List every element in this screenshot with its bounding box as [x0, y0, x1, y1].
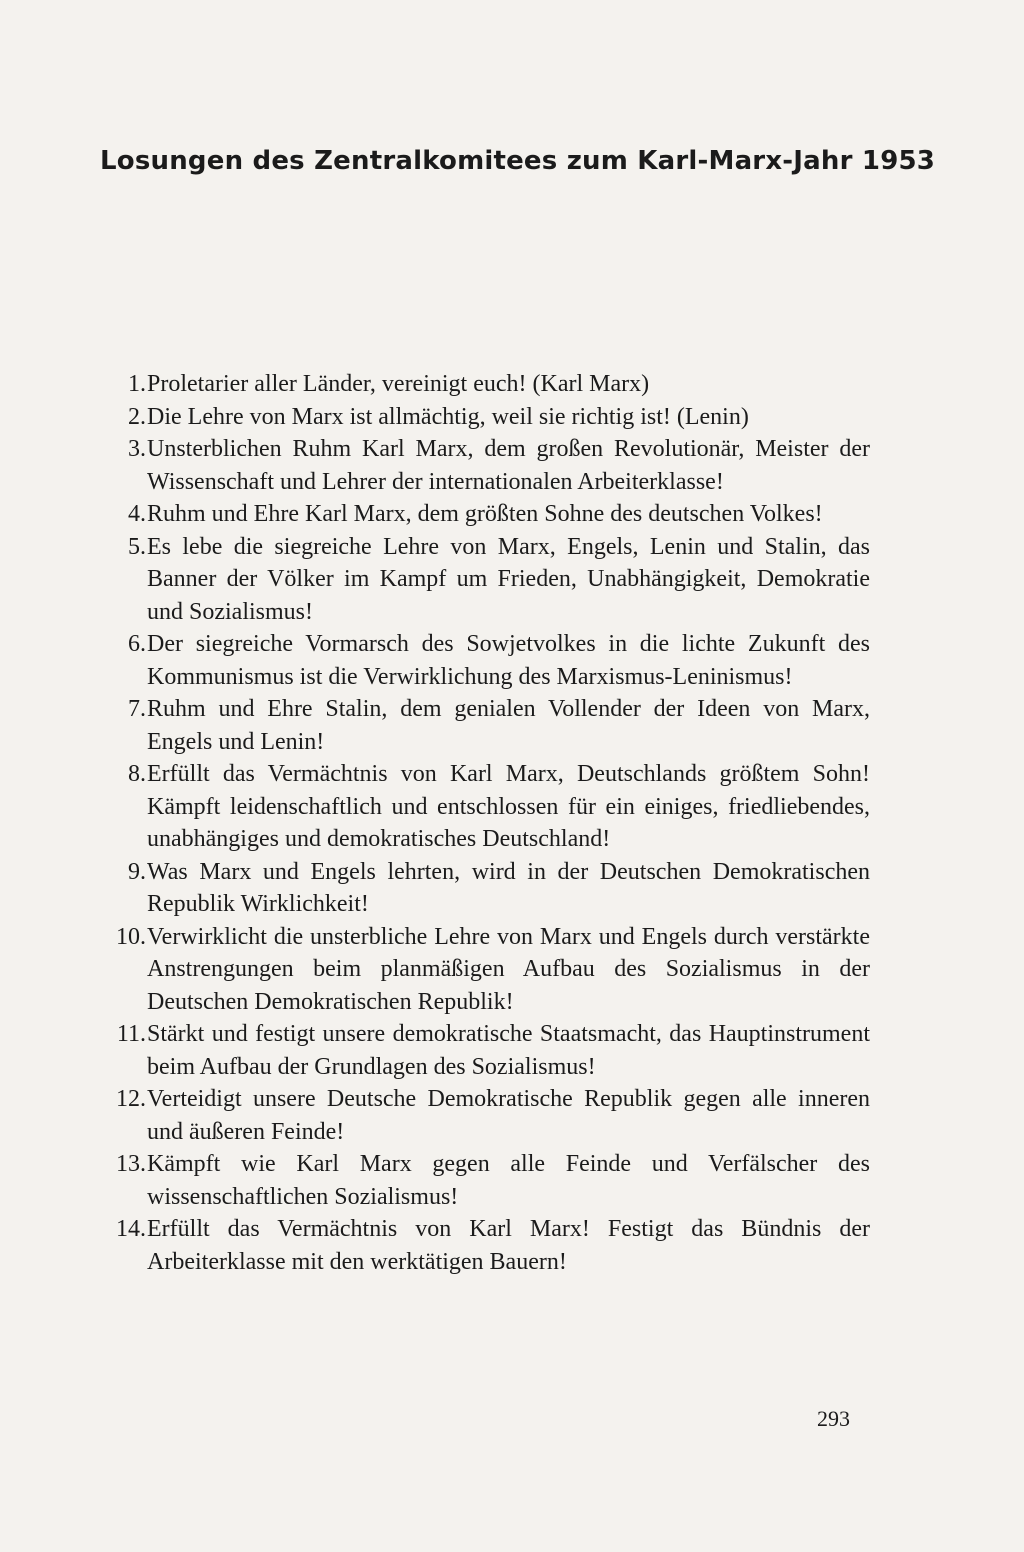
page-number: 293: [817, 1406, 850, 1431]
slogan-item: [100, 433, 870, 498]
slogan-number: 4.: [128, 501, 146, 527]
slogan-item: [100, 921, 870, 1019]
slogan-number: 12.: [116, 1086, 146, 1112]
slogan-list: [100, 368, 870, 1278]
slogan-number: 3.: [128, 436, 146, 462]
slogan-item: [100, 368, 870, 401]
slogan-number: 10.: [116, 923, 146, 950]
slogan-text: Ruhm und Ehre Karl Marx, dem größten Sohne des deutschen Volkes!: [147, 501, 823, 527]
slogan-item: [100, 1018, 870, 1083]
slogan-text: Es lebe die siegreiche Lehre von Marx, Engels, Lenin und Stalin, das Banner der Völker im Kampf um Frieden, Unabhängigkeit, Demokratie und Sozialismus!: [147, 533, 870, 625]
slogan-number: 5.: [128, 533, 146, 560]
slogan-item: [100, 498, 870, 531]
slogan-item: [100, 856, 870, 921]
slogan-text: Verwirklicht die unsterbliche Lehre von Marx und Engels durch verstärkte Anstrengungen beim planmäßigen Aufbau des Sozialismus in der Deutschen Demokratischen Republik!: [147, 923, 870, 1015]
slogan-number: 2.: [128, 403, 146, 430]
page-title: Losungen des Zentralkomitees zum Karl-Marx-Jahr 1953: [100, 146, 936, 176]
slogan-item: [100, 1213, 870, 1278]
slogan-text: Ruhm und Ehre Stalin, dem genialen Vollender der Ideen von Marx, Engels und Lenin!: [147, 696, 870, 755]
slogan-number: 7.: [128, 696, 146, 722]
slogan-number: 6.: [128, 631, 146, 657]
slogan-text: Verteidigt unsere Deutsche Demokratische Republik gegen alle inneren und äußeren Feinde!: [147, 1086, 870, 1145]
slogan-text: Proletarier aller Länder, vereinigt euch! (Karl Marx): [147, 371, 650, 397]
slogan-number: 8.: [128, 761, 146, 787]
slogan-item: [100, 1148, 870, 1213]
slogan-text: Erfüllt das Vermächtnis von Karl Marx! Festigt das Bündnis der Arbeiterklasse mit den werktätigen Bauern!: [147, 1216, 870, 1275]
slogan-item: [100, 401, 870, 434]
slogan-item: [100, 758, 870, 856]
slogan-number: 9.: [128, 858, 146, 885]
slogan-text: Was Marx und Engels lehrten, wird in der Deutschen Demokratischen Republik Wirklichkeit!: [147, 858, 870, 917]
slogan-text: Unsterblichen Ruhm Karl Marx, dem großen Revolutionär, Meister der Wissenschaft und Lehrer der internationalen Arbeiterklasse!: [147, 436, 870, 495]
slogan-item: [100, 693, 870, 758]
slogan-number: 1.: [128, 371, 146, 397]
slogan-text: Stärkt und festigt unsere demokratische Staatsmacht, das Hauptinstrument beim Aufbau der Grundlagen des Sozialismus!: [147, 1021, 870, 1080]
slogan-text: Die Lehre von Marx ist allmächtig, weil sie richtig ist! (Lenin): [147, 403, 749, 430]
slogan-number: 11.: [116, 1021, 146, 1047]
slogan-item: [100, 628, 870, 693]
slogan-number: 13.: [116, 1151, 146, 1177]
slogan-number: 14.: [116, 1216, 146, 1242]
slogan-item: [100, 531, 870, 629]
slogan-text: Kämpft wie Karl Marx gegen alle Feinde und Verfälscher des wissenschaftlichen Sozialismus!: [147, 1151, 870, 1210]
slogan-text: Der siegreiche Vormarsch des Sowjetvolkes in die lichte Zukunft des Kommunismus ist die Verwirklichung des Marxismus-Leninismus!: [147, 631, 870, 690]
slogan-text: Erfüllt das Vermächtnis von Karl Marx, Deutschlands größtem Sohn! Kämpft leidenschaftlich und entschlossen für ein einiges, friedliebendes, unabhängiges und demokratisches Deutschland!: [147, 761, 870, 852]
slogan-item: [100, 1083, 870, 1148]
